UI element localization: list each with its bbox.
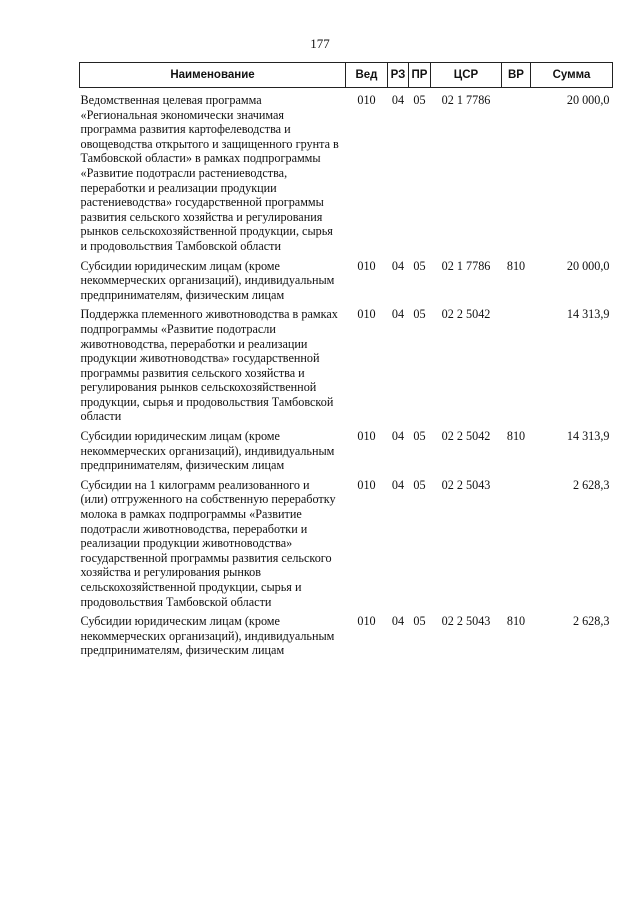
row-ved: 010: [357, 614, 376, 629]
row-sum: 14 313,9: [566, 307, 610, 322]
table-header-row: [80, 63, 613, 88]
table-row: [80, 302, 613, 424]
row-rz: 04: [391, 477, 405, 492]
row-pr: 05: [413, 93, 426, 107]
row-name: Субсидии на 1 килограмм реализованного и (или) отгруженного на собственную переработку молока в рамках подпрограммы «Развитие подотрасли животноводства, переработки и реализации продукции животноводства» государственной программы развития сельского хозяйства и регулирования рынков сельскохозяйственной продукции, сырья и продовольствия Тамбовской области: [80, 477, 336, 609]
header-rz: РЗ: [388, 63, 409, 88]
row-ved: 010: [357, 258, 376, 273]
row-ved: 010: [357, 477, 376, 492]
row-name: Субсидии юридическим лицам (кроме некоммерческих организаций), индивидуальным предпринимателям, физическим лицам: [80, 614, 335, 658]
page-number: 177: [310, 36, 330, 51]
header-pr: ПР: [409, 63, 431, 88]
row-ved: 010: [357, 307, 376, 322]
row-pr: 05: [413, 307, 426, 322]
row-vr: 810: [506, 258, 526, 273]
row-sum: 14 313,9: [566, 429, 610, 444]
header-name: Наименование: [80, 63, 346, 88]
row-ved: 010: [357, 429, 376, 444]
row-name: Ведомственная целевая программа «Региональная экономически значимая программа развития картофелеводства и овощеводства открытого и защищенного грунта в Тамбовской области» в рамках подпрограммы «Развитие подотрасли растениеводства, переработки и реализации продукции растениеводства» государственной программы развития сельского хозяйства и регулирования рынков сельскохозяйственной продукции, сырья и продовольствия Тамбовской области: [80, 93, 339, 253]
row-sum: 20 000,0: [566, 258, 610, 273]
row-csr: 02 2 5043: [441, 477, 491, 492]
header-sum: Сумма: [531, 63, 613, 88]
row-vr: 810: [506, 614, 526, 629]
row-pr: 05: [413, 258, 426, 273]
row-csr: 02 1 7786: [441, 258, 491, 273]
row-rz: 04: [391, 307, 405, 322]
row-ved: 010: [357, 93, 376, 107]
row-sum: 2 628,3: [572, 614, 610, 629]
table-row: [80, 609, 613, 658]
row-csr: 02 2 5042: [441, 429, 491, 444]
table-row: [80, 473, 613, 609]
row-vr: [502, 88, 531, 254]
row-name: Поддержка племенного животноводства в рамках подпрограммы «Развитие подотрасли животноводства, переработки и реализации продукции животноводства» государственной программы развития сельского хозяйства и регулирования рынков сельскохозяйственной продукции, сырья и продовольствия Тамбовской области: [80, 307, 338, 424]
row-sum: 2 628,3: [572, 477, 610, 492]
row-rz: 04: [391, 93, 405, 107]
row-pr: 05: [413, 477, 426, 492]
header-vr: ВР: [502, 63, 531, 88]
row-csr: 02 2 5043: [441, 614, 491, 629]
row-rz: 04: [391, 614, 405, 629]
row-csr: 02 2 5042: [441, 307, 491, 322]
budget-table: [79, 62, 613, 658]
table-row: [80, 254, 613, 303]
row-name: Субсидии юридическим лицам (кроме некоммерческих организаций), индивидуальным предпринимателям, физическим лицам: [80, 429, 335, 473]
row-pr: 05: [413, 429, 426, 444]
table-row: [80, 424, 613, 473]
row-vr: [502, 473, 531, 609]
row-csr: 02 1 7786: [441, 93, 491, 107]
header-csr: ЦСР: [431, 63, 502, 88]
header-ved: Вед: [346, 63, 388, 88]
row-vr: 810: [506, 429, 526, 444]
row-name: Субсидии юридическим лицам (кроме некоммерческих организаций), индивидуальным предпринимателям, физическим лицам: [80, 258, 335, 302]
row-rz: 04: [391, 429, 405, 444]
table-row: [80, 88, 613, 254]
row-sum: 20 000,0: [566, 93, 610, 107]
row-vr: [502, 302, 531, 424]
row-rz: 04: [391, 258, 405, 273]
row-pr: 05: [413, 614, 426, 629]
